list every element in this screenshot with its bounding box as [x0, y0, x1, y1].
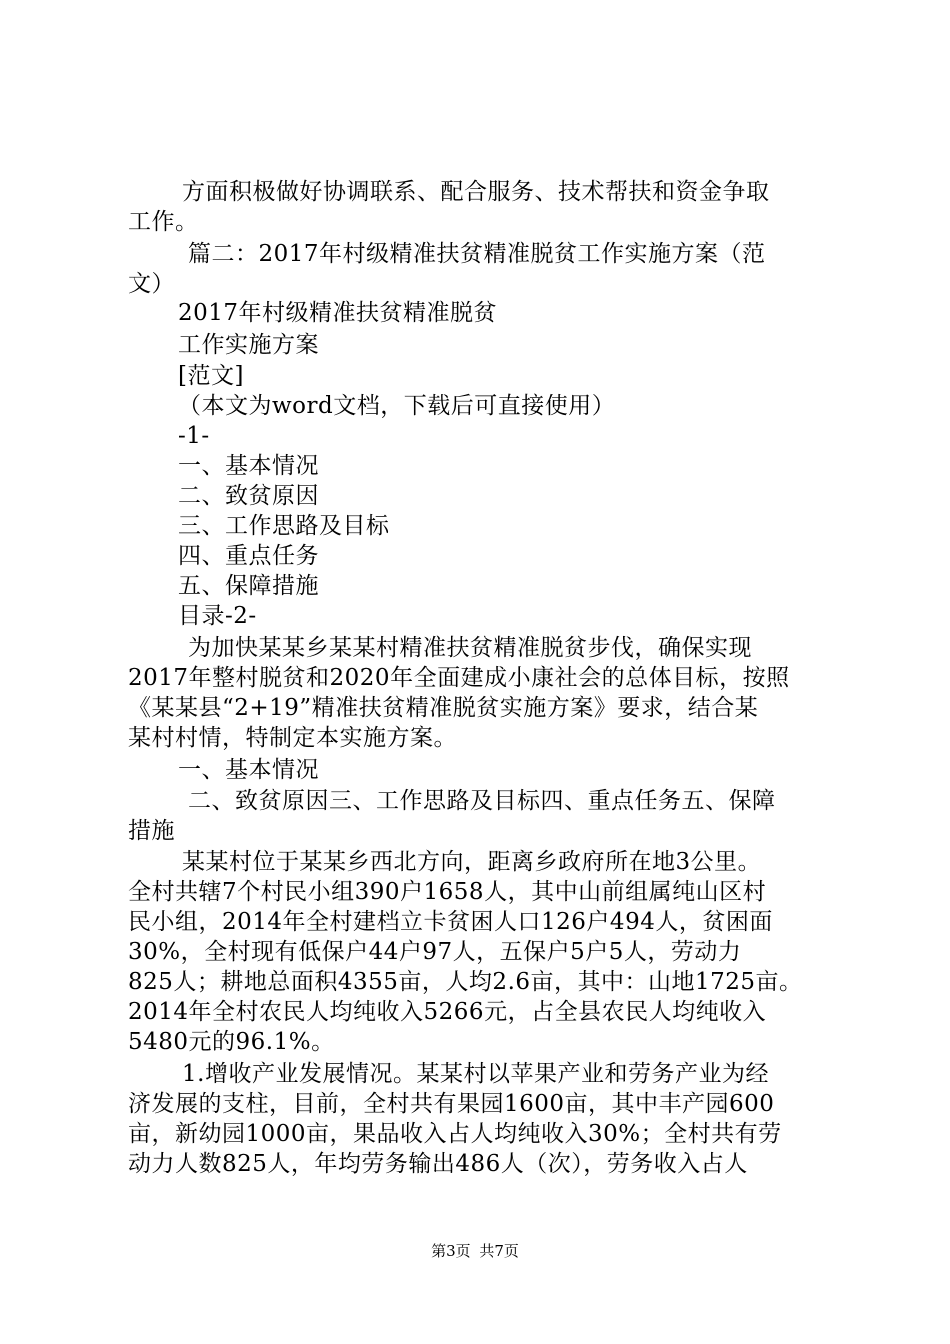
- toc-item: 三、工作思路及目标: [178, 513, 390, 539]
- text-line: 方面积极做好协调联系、配合服务、技术帮扶和资金争取: [182, 179, 770, 205]
- text-line: 《某某县“2+19”精准扶贫精准脱贫实施方案》要求，结合某: [128, 695, 759, 721]
- text-line: 民小组，2014年全村建档立卡贫困人口126户494人，贫困面: [128, 909, 773, 935]
- text-line: 2014年全村农民人均纯收入5266元，占全县农民人均纯收入: [128, 999, 767, 1025]
- text-line: 2017年整村脱贫和2020年全面建成小康社会的总体目标，按照: [128, 665, 790, 691]
- page-footer: [0, 1241, 950, 1261]
- text-line: 5480元的96.1%。: [128, 1029, 335, 1055]
- text-line: 全村共辖7个村民小组390户1658人，其中山前组属纯山区村: [128, 879, 767, 905]
- heading-line: 2017年村级精准扶贫精准脱贫: [178, 300, 498, 326]
- text-line: 济发展的支柱，目前，全村共有果园1600亩，其中丰产园600: [128, 1091, 775, 1117]
- text-line: 文）: [128, 271, 175, 297]
- page-total: 共7页: [479, 1242, 519, 1260]
- text-line: 为加快某某乡某某村精准扶贫精准脱贫步伐，确保实现: [188, 635, 752, 661]
- heading-line: 工作实施方案: [178, 332, 319, 358]
- text-line: 1.增收产业发展情况。某某村以苹果产业和劳务产业为经: [182, 1061, 769, 1087]
- text-line: 二、致贫原因三、工作思路及目标四、重点任务五、保障: [188, 788, 776, 814]
- text-line: 工作。: [128, 209, 199, 235]
- text-line: （本文为word文档，下载后可直接使用）: [178, 393, 616, 419]
- toc-title: 目录-2-: [178, 603, 257, 629]
- text-line: 30%，全村现有低保户44户97人，五保户5户5人，劳动力: [128, 939, 742, 965]
- text-line: 篇二：2017年村级精准扶贫精准脱贫工作实施方案（范: [188, 241, 766, 267]
- text-line: 亩，新幼园1000亩，果品收入占人均纯收入30%；全村共有劳: [128, 1121, 782, 1147]
- text-line: [范文]: [178, 363, 244, 389]
- section-heading: 一、基本情况: [178, 757, 319, 783]
- text-line: 某村村情，特制定本实施方案。: [128, 725, 457, 751]
- text-line: 动力人数825人，年均劳务输出486人（次），劳务收入占人: [128, 1151, 748, 1177]
- toc-item: 五、保障措施: [178, 573, 319, 599]
- toc-item: 二、致贫原因: [178, 483, 319, 509]
- page-number: 第3页: [431, 1242, 471, 1260]
- text-line: 某某村位于某某乡西北方向，距离乡政府所在地3公里。: [182, 849, 762, 875]
- toc-item: 一、基本情况: [178, 453, 319, 479]
- text-line: 措施: [128, 818, 175, 844]
- page-marker: -1-: [178, 423, 210, 449]
- toc-item: 四、重点任务: [178, 543, 319, 569]
- text-line: 825人；耕地总面积4355亩，人均2.6亩，其中：山地1725亩。: [128, 969, 803, 995]
